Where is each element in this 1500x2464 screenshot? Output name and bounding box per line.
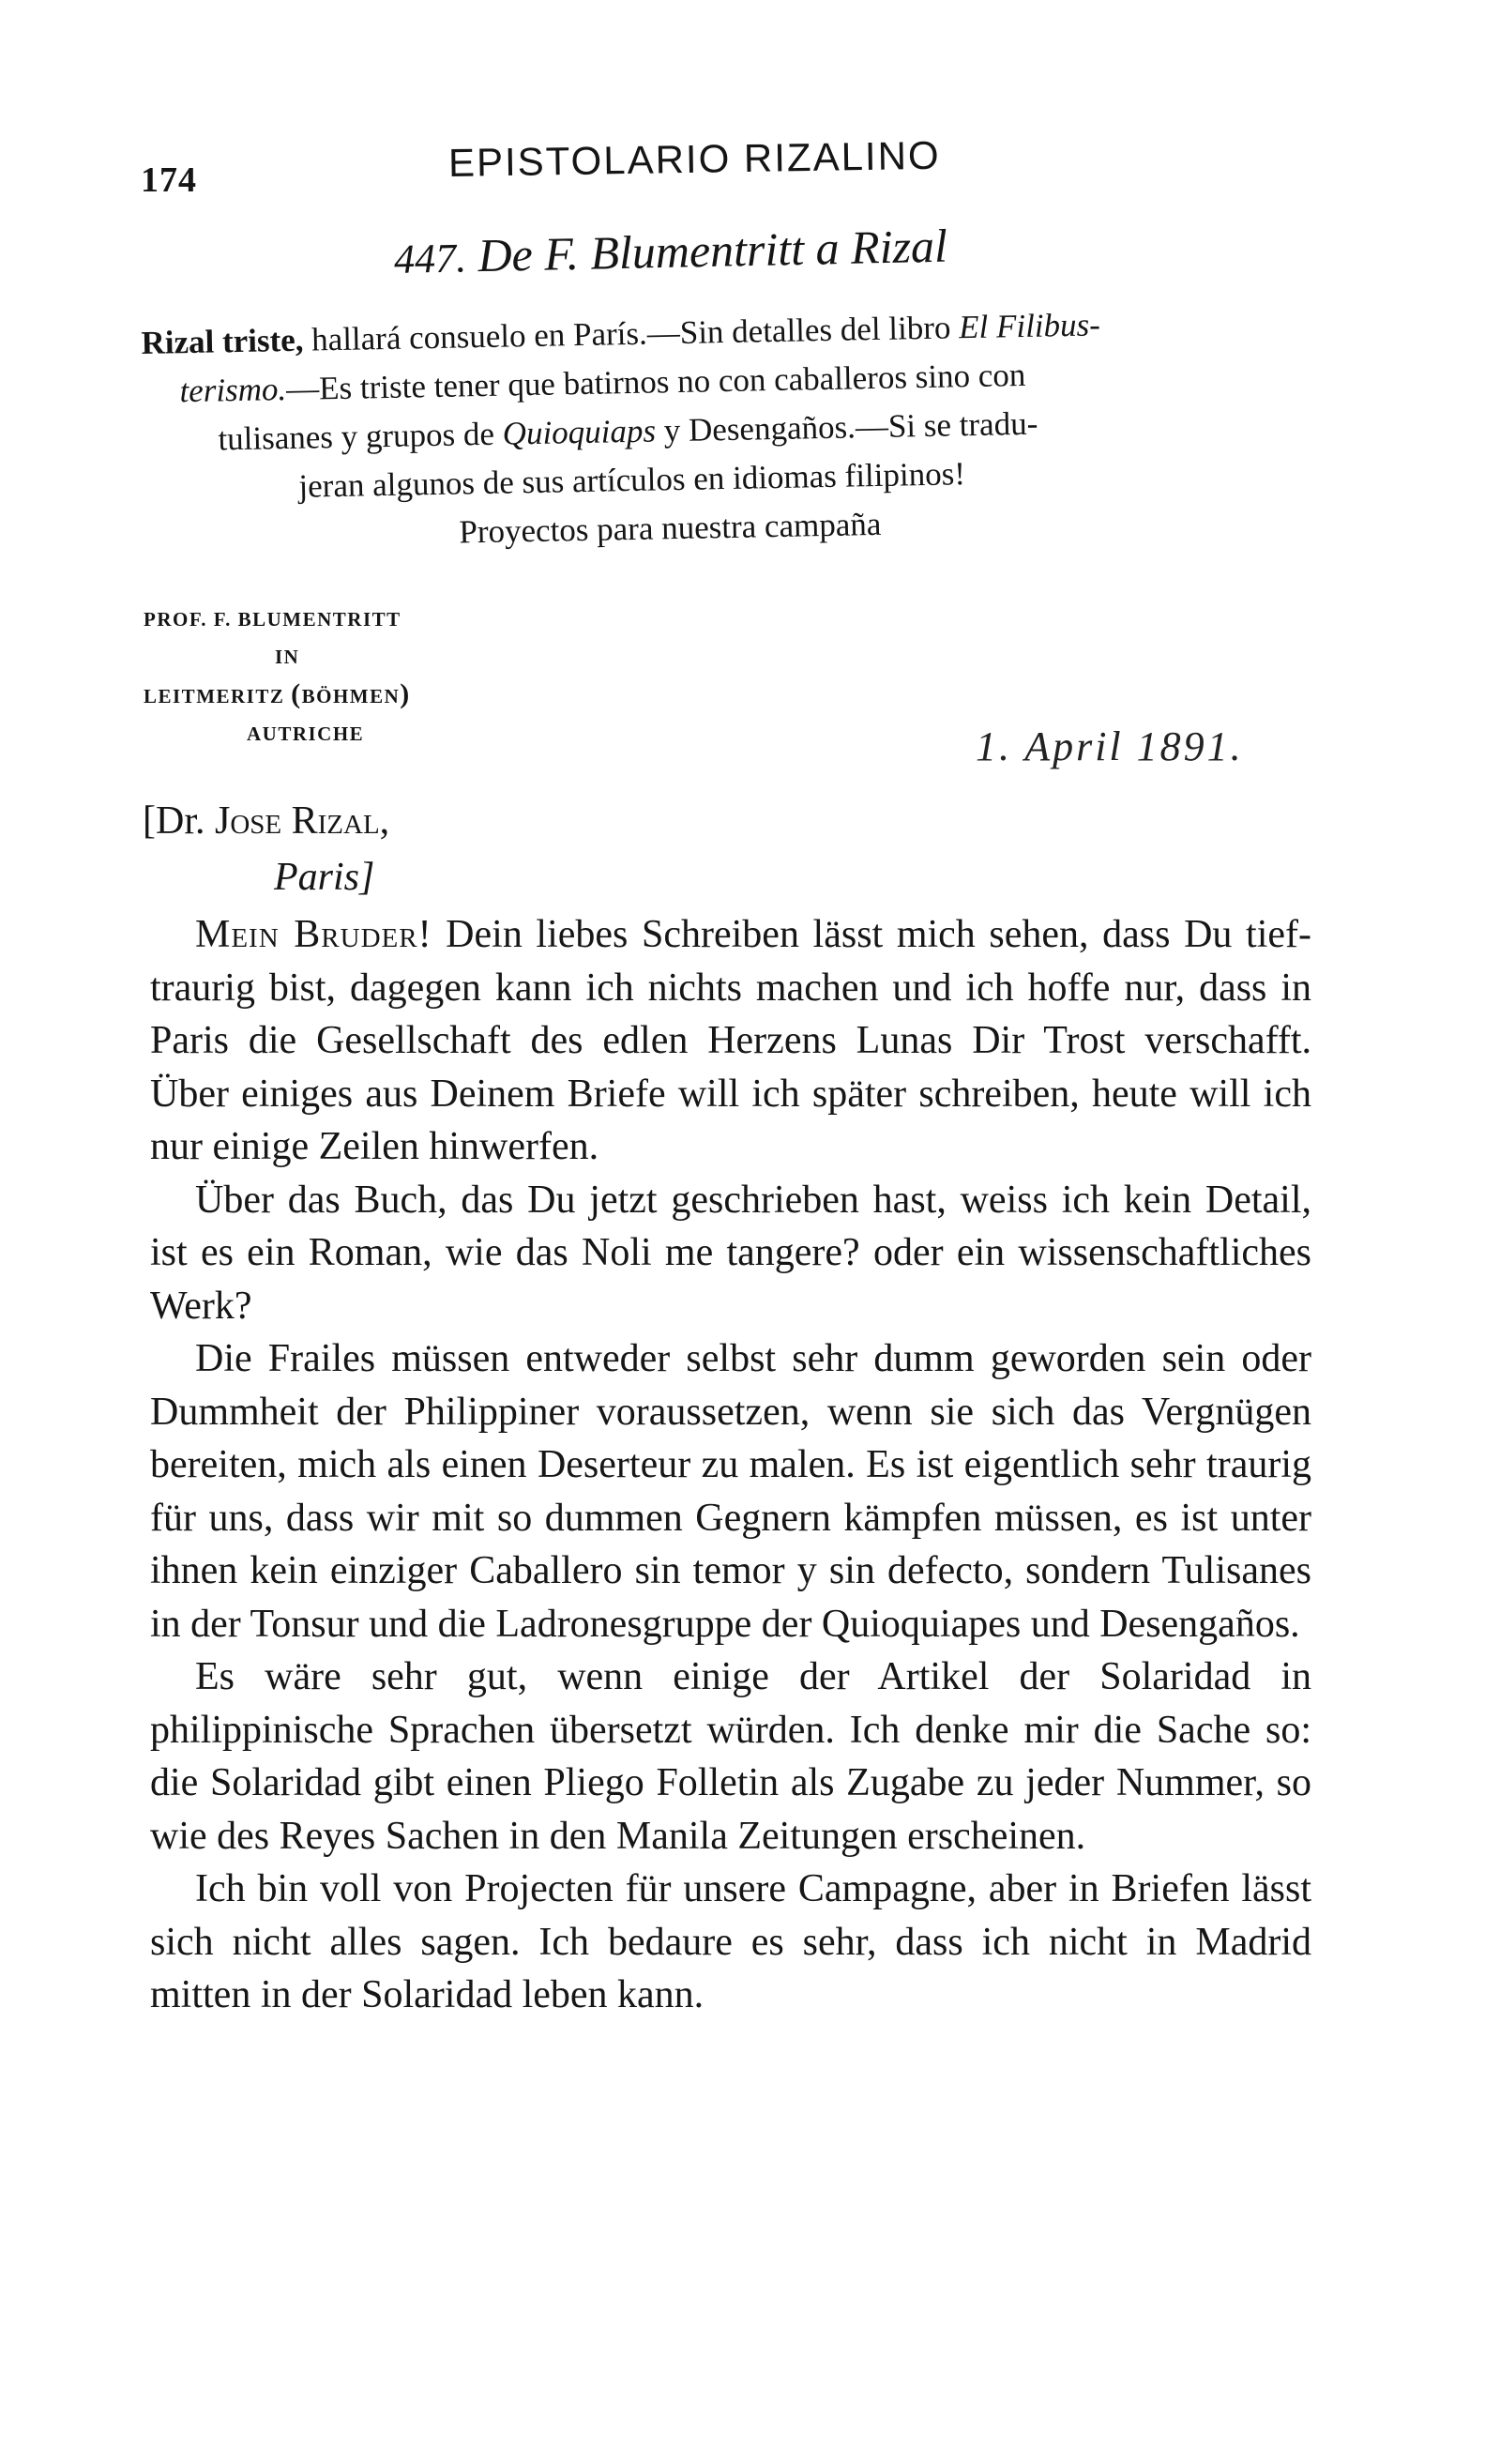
salutation: Mein Bruder! (195, 913, 432, 956)
body-paragraph: Über das Buch, das Du jetzt geschrieben hast, weiss ich kein Detail, ist es ein Roman, wie das Noli me tangere? oder ein wissenschaftliches Werk? (150, 1178, 1311, 1328)
letterhead-line: IN (275, 646, 300, 668)
summary-italic: El Filibus- (958, 306, 1101, 346)
summary-line: Proyectos para nuestra campaña (459, 505, 882, 551)
letter-body (150, 908, 1311, 2022)
summary-italic: terismo. (179, 371, 287, 410)
recipient-prefix: [Dr. (143, 799, 215, 843)
letterhead-text: LEITMERITZ (144, 685, 292, 707)
letter-heading: De F. Blumentritt a Rizal (477, 219, 948, 282)
recipient-city: Paris] (274, 856, 375, 899)
summary-text: y Desengaños.—Si se tradu- (655, 404, 1038, 449)
summary-lead: Rizal triste, (141, 321, 304, 361)
summary-line: jeran algunos de sus artículos en idiomas filipinos! (298, 455, 966, 505)
summary-text: hallará consuelo en París.—Sin detalles del libro (303, 309, 960, 358)
recipient (143, 793, 389, 905)
letterhead-paren: ) (400, 678, 411, 709)
recipient-name-line (143, 793, 389, 849)
letter-number: 447. (393, 235, 467, 282)
letter-summary (141, 297, 1309, 563)
letterhead-paren: ( (291, 678, 302, 709)
recipient-name: Jose Rizal, (215, 799, 390, 843)
body-paragraph (150, 908, 1311, 1174)
body-paragraph: Ich bin voll von Projecten für unsere Campagne, aber in Briefen lässt sich nicht alles sagen. Ich bedaure es sehr, dass ich nicht in Madrid mitten in der Solaridad leben kann. (150, 1867, 1311, 2016)
page-number: 174 (141, 160, 197, 200)
letterhead-line: PROF. F. BLUMENTRITT (144, 608, 402, 631)
summary-text: —Es triste tener que batirnos no con caballeros sino con (285, 356, 1026, 408)
running-head: EPISTOLARIO RIZALINO (447, 132, 941, 185)
letter-title (393, 219, 947, 284)
letterhead (144, 601, 411, 753)
letterhead-line: AUTRICHE (247, 722, 365, 745)
paragraph-text: Dein liebes Schreiben lässt mich sehen, dass Du tief-traurig bist, dagegen kann ich nichts machen und ich hoffe nur, dass in Paris die Gesellschaft des edlen Herzens Lunas Dir Trost verschafft. Über einiges aus Deinem Briefe will ich später schreiben, heute will ich nur einige Zeilen hinwerfen. (150, 913, 1311, 1168)
letterhead-line (144, 676, 411, 715)
body-paragraph: Es wäre sehr gut, wenn einige der Artikel der Solaridad in philippinische Sprachen übersetzt würden. Ich denke mir die Sache so: die Solaridad gibt einen Pliego Folletin als Zugabe zu jeder Nummer, so wie des Reyes Sachen in den Manila Zeitungen erscheinen. (150, 1655, 1311, 1858)
letter-date: 1. April 1891. (976, 723, 1244, 769)
body-paragraph: Die Frailes müssen entweder selbst sehr dumm geworden sein oder Dummheit der Philippiner voraussetzen, wenn sie sich das Vergnügen bereiten, mich als einen Deserteur zu malen. Es ist eigentlich sehr traurig für uns, dass wir mit so dummen Gegnern kämpfen müssen, es ist unter ihnen kein einziger Caballero sin temor y sin defecto, sondern Tulisanes in der Tonsur und die Ladronesgruppe der Quioquiapes und Desengaños. (150, 1337, 1311, 1646)
summary-italic: Quioquiaps (502, 412, 657, 452)
letterhead-text: BÖHMEN (301, 685, 401, 707)
summary-text: tulisanes y grupos de (218, 415, 504, 458)
